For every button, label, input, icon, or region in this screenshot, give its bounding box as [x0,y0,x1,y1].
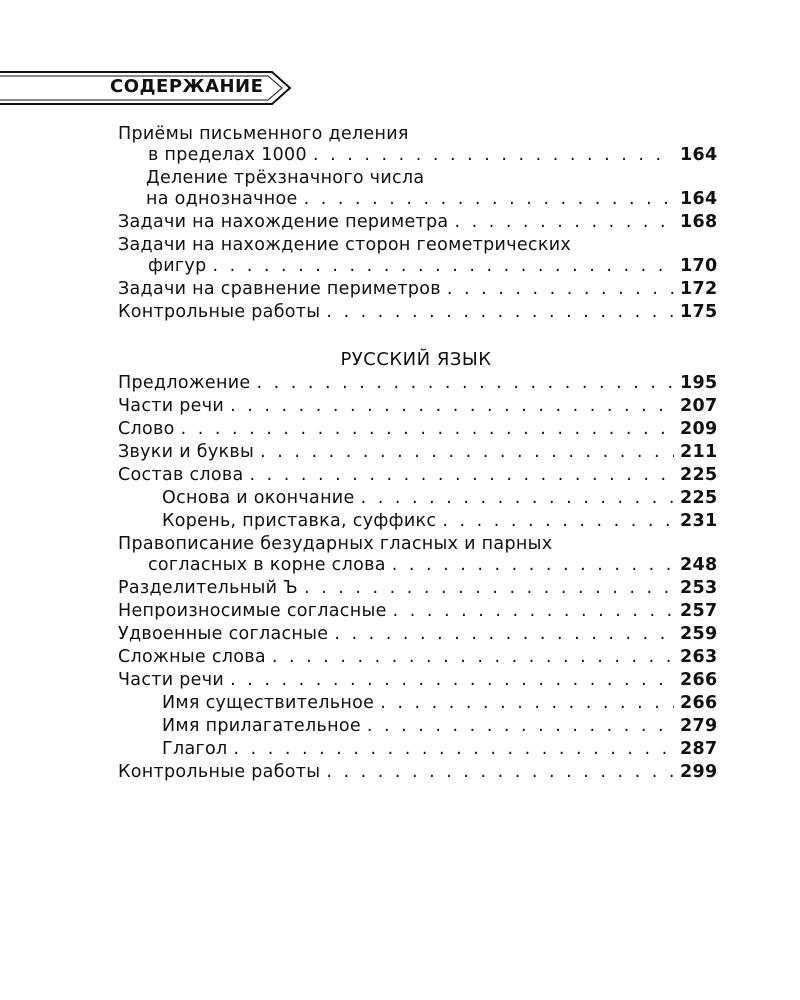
table-of-contents [118,124,718,785]
toc-entry [118,279,718,300]
toc-page-number: 231 [680,511,718,531]
toc-entry-line [118,419,718,440]
russian-entries-list [118,373,718,783]
toc-page-number: 266 [680,693,718,713]
dot-leader [304,189,674,210]
toc-entry-line [118,212,718,233]
toc-page-number: 164 [680,145,718,165]
dot-leader [442,511,674,532]
toc-entry-title: Слово [118,419,175,439]
toc-entry-line [118,235,714,256]
toc-entry-title: в пределах 1000 [148,145,307,165]
toc-entry [118,670,718,691]
toc-entry [118,762,718,783]
toc-page-number: 299 [680,762,718,782]
toc-entry [118,601,718,622]
dot-leader [230,396,674,417]
toc-entry-title: Части речи [118,670,225,690]
toc-page-number: 170 [680,256,718,276]
toc-entry-line [162,511,718,532]
dot-leader [392,555,674,576]
section-header-tab [0,70,300,106]
dot-leader [326,302,674,323]
toc-page-number: 259 [680,624,718,644]
toc-entry [118,302,718,323]
toc-entry [118,235,718,277]
toc-page-number: 248 [680,555,718,575]
dot-leader [313,145,674,166]
toc-entry-title: Сложные слова [118,647,266,667]
toc-entry-title: Предложение [118,373,251,393]
toc-entry-line [118,555,718,576]
toc-page-number: 266 [680,670,718,690]
toc-entry-title: Имя прилагательное [162,716,361,736]
toc-entry-line [162,739,718,760]
toc-entry-line [162,716,718,737]
toc-entry-title: Приёмы письменного деления [118,124,409,144]
toc-entry-title: Непроизносимые согласные [118,601,387,621]
toc-page-number: 263 [680,647,718,667]
toc-entry-line [118,396,718,417]
dot-leader [334,624,674,645]
toc-entry [118,578,718,599]
russian-section-title: РУССКИЙ ЯЗЫК [340,349,492,370]
dot-leader [454,212,674,233]
toc-entry [118,442,718,463]
toc-entry-line [118,145,718,166]
toc-entry-title: Деление трёхзначного числа [146,168,425,188]
toc-entry [118,124,718,166]
toc-entry-title: Звуки и буквы [118,442,255,462]
toc-page-number: 211 [680,442,718,462]
toc-entry-line [118,124,714,145]
toc-entry [118,168,718,210]
toc-page-number: 195 [680,373,718,393]
toc-entry [118,465,718,486]
toc-entry-line [118,647,718,668]
dot-leader [230,670,674,691]
toc-entry-line [118,442,718,463]
toc-entry-line [118,534,714,555]
toc-entry-title: Глагол [162,739,228,759]
toc-entry [118,624,718,645]
toc-entry [118,534,718,576]
toc-entry [118,647,718,668]
toc-entry [118,373,718,394]
toc-page-number: 279 [680,716,718,736]
dot-leader [380,693,674,714]
toc-entry [118,511,718,532]
toc-entry [118,716,718,737]
dot-leader [367,716,674,737]
toc-entry-title: Удвоенные согласные [118,624,329,644]
toc-entry-line [118,670,718,691]
toc-entry-line [118,373,718,394]
toc-entry-line [162,693,718,714]
dot-leader [393,601,674,622]
toc-entry-title: Основа и окончание [162,488,355,508]
contents-title: СОДЕРЖАНИЕ [110,76,264,97]
toc-entry [118,488,718,509]
dot-leader [213,256,675,277]
toc-entry-title: на однозначное [146,189,298,209]
toc-page-number: 257 [680,601,718,621]
toc-entry-title: фигур [148,256,207,276]
toc-entry-title: Имя существительное [162,693,375,713]
dot-leader [181,419,674,440]
dot-leader [233,739,674,760]
toc-entry-line [146,189,718,210]
dot-leader [256,373,674,394]
toc-entry-line [146,168,714,189]
toc-page-number: 175 [680,302,718,322]
toc-page-number: 172 [680,279,718,299]
toc-entry-title: Задачи на нахождение периметра [118,212,449,232]
math-entries-list [118,124,718,323]
toc-entry-title: Контрольные работы [118,762,321,782]
toc-entry-line [162,488,718,509]
toc-entry [118,739,718,760]
toc-entry [118,212,718,233]
toc-page-number: 225 [680,465,718,485]
toc-page-number: 168 [680,212,718,232]
dot-leader [304,578,674,599]
dot-leader [272,647,674,668]
toc-page-number: 225 [680,488,718,508]
toc-entry [118,693,718,714]
toc-entry-line [118,302,718,323]
toc-entry-title: Корень, приставка, суффикс [162,511,437,531]
toc-entry-title: Состав слова [118,465,244,485]
dot-leader [260,442,674,463]
toc-entry-title: Разделительный Ъ [118,578,299,598]
toc-entry-line [118,762,718,783]
dot-leader [447,279,674,300]
toc-page-number: 207 [680,396,718,416]
toc-entry-line [118,465,718,486]
toc-entry-line [118,601,718,622]
toc-entry-line [118,624,718,645]
toc-page-number: 287 [680,739,718,759]
toc-page-number: 209 [680,419,718,439]
toc-page-number: 164 [680,189,718,209]
toc-page-number: 253 [680,578,718,598]
toc-entry-title: Контрольные работы [118,302,321,322]
dot-leader [361,488,674,509]
toc-entry [118,396,718,417]
toc-entry-line [118,578,718,599]
toc-entry-line [118,256,718,277]
toc-entry [118,419,718,440]
toc-entry-title: Задачи на сравнение периметров [118,279,441,299]
toc-entry-title: согласных в корне слова [148,555,386,575]
toc-entry-title: Правописание безударных гласных и парных [118,534,553,554]
dot-leader [326,762,674,783]
toc-entry-title: Задачи на нахождение сторон геометрических [118,235,572,255]
toc-entry-line [118,279,718,300]
toc-entry-title: Части речи [118,396,225,416]
dot-leader [250,465,675,486]
